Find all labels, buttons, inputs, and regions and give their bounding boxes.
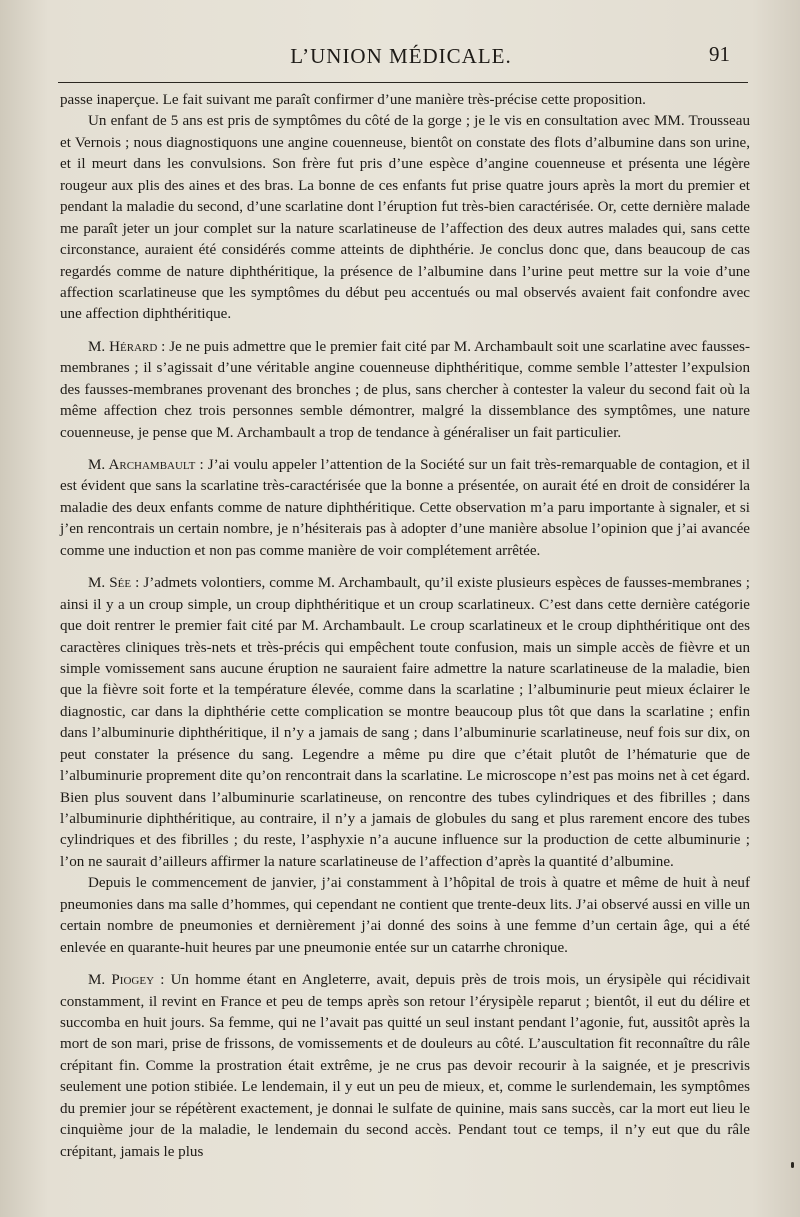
paragraph-text: J’ai voulu appeler l’attention de la Société sur un fait très-remarquable de contagion, et il est évident que sans la scarlatine très-caractérisée que la bonne a présentée, on aurait été en droit de considérer la maladie des deux enfants comme de nature diphthéritique. Cette observation m’a paru importante à signaler, et si j’en rencontrais un certain nombre, je n’hésiterais pas à adopter d’une manière absolue l’opinion que j’ai avancée comme une induction et non pas comme manière de voir complétement arrêtée. [60,457,751,559]
paragraph [60,455,750,562]
speaker-name: M. Piogey : [88,972,165,989]
header-rule [58,82,748,83]
paragraph-text: J’admets volontiers, comme M. Archambault, qu’il existe plusieurs espèces de fausses-membranes ; ainsi il y a un croup simple, un croup diphthéritique et un croup scarlatineux. C’est dans cette dernière catégorie que doit rentrer le premier fait cité par M. Archambault. Le croup scarlatineux et le croup diphthéritique ont des caractères cliniques très-nets et très-précis qui empêchent toute confusion, mais un simple accès de fièvre et un simple vomissement sans aucune éruption ne sauraient faire admettre la nature scarlatineuse de la maladie, bien que la fièvre soit forte et la température élevée, comme dans la scarlatine ; l’albuminurie peut mieux éclairer le diagnostic, car dans la diphthérie cette complication se montre beaucoup plus tôt que dans la scarlatine ; enfin dans l’albuminurie diphthéritique, il n’y a jamais de sang ; dans l’albuminurie scarlatineuse, neuf fois sur dix, on peut constater la présence du sang. Legendre a même pu dire que c’était plutôt de l’hématurie que de l’albuminurie proprement dite qu’on rencontrait dans la scarlatine. Le microscope n’est pas moins net à cet égard. Bien plus souvent dans l’albuminurie scarlatineuse, on rencontre des tubes cylindriques et des fibrilles ; dans l’albuminurie diphthéritique, au contraire, il n’y a jamais de globules du sang et plus rarement encore des tubes cylindriques et des fibrilles ; du reste, l’asphyxie n’a aucune influence sur la production de cette albuminurie ; l’on ne saurait d’ailleurs affirmer la nature scarlatineuse de l’affection d’après la quantité d’albumine. [60,575,750,870]
paragraph [60,111,750,325]
paragraph [60,337,750,444]
paragraph [60,573,750,873]
speaker-name: M. Archambault : [88,457,204,473]
paragraph-text: passe inaperçue. Le fait suivant me paraît confirmer d’une manière très-précise cette proposition. [60,92,646,108]
speaker-name: M. Hérard : [88,338,166,355]
page-header [72,38,730,78]
running-title: L’UNION MÉDICALE. [290,44,512,68]
paragraph [60,873,750,959]
speaker-name: M. Sée : [88,575,140,592]
paragraph-text: Un enfant de 5 ans est pris de symptômes du côté de la gorge ; je le vis en consultation avec MM. Trousseau et Vernois ; nous diagnostiquons une angine couenneuse, bientôt on constate des flots d’albumine dans son urine, et il meurt dans les convulsions. Son frère fut pris d’une espèce d’angine couenneuse et présenta une légère rougeur aux plis des aines et des bras. La bonne de ces enfants fut prise quatre jours après la mort du premier et pendant la maladie du second, d’une scarlatine dont l’éruption fut très-bien caractérisée. Or, cette dernière malade me paraît jeter un jour complet sur la nature scarlatineuse de l’affection des deux autres malades qui, sans cette circonstance, auraient été considérés comme atteints de diphthérie. Je conclus donc que, dans beaucoup de cas regardés comme de nature diphthéritique, la présence de l’albumine dans l’urine peut mettre sur la voie d’une affection scarlatineuse que les symptômes du début peu accentués ou mal observés avaient fait confondre avec une affection diphthéritique. [60,113,750,323]
paragraph-text: Depuis le commencement de janvier, j’ai constamment à l’hôpital de trois à quatre et même de huit à neuf pneumonies dans ma salle d’hommes, qui cependant ne contient que trente-deux lits. J’ai observé aussi en ville un certain nombre de pneumonies et dernièrement j’ai donné des soins à une femme d’un certain âge, qui a été enlevée en quarante-huit heures par une pneumonie entée sur un catarrhe chronique. [60,875,750,956]
paragraph-text: Un homme étant en Angleterre, avait, depuis près de trois mois, un érysipèle qui récidivait constamment, il revint en France et peu de temps après son retour l’érysipèle reparut ; bientôt, il eut du délire et succomba en huit jours. Sa femme, qui ne l’avait pas quitté un seul instant pendant l’agonie, fut, aussitôt après la mort de son mari, prise de frissons, de vomissements et de douleurs au côté. L’auscultation fit reconnaître du râle crépitant fin. Comme la prostration était extrême, je ne crus pas devoir recourir à la saignée, et je prescrivis seulement une potion stibiée. Le lendemain, il y eut un peu de mieux, et, comme le surlendemain, les symptômes du premier jour se répétèrent exactement, je donnai le sulfate de quinine, mais sans succès, car la mort eut lieu le cinquième jour de la maladie, le lendemain du second accès. Pendant tout ce temps, il n’y eut que du râle crépitant, jamais le plus [60,972,751,1160]
page-number: 91 [709,42,730,66]
margin-mark [791,1162,794,1168]
body-text [60,90,750,1163]
paragraph [60,970,750,1163]
paragraph-text: Je ne puis admettre que le premier fait cité par M. Archambault soit une scarlatine avec fausses-membranes ; il s’agissait d’une véritable angine couenneuse diphthéritique, comme semble l’attester l’expulsion des fausses-membranes provenant des bronches ; de plus, sans chercher à contester la valeur du second fait où la même affection chez trois personnes semble démontrer, malgré la dissemblance des symptômes, une nature couenneuse, je pense que M. Archambault a trop de tendance à généraliser un fait particulier. [60,338,750,441]
paragraph [60,90,750,111]
